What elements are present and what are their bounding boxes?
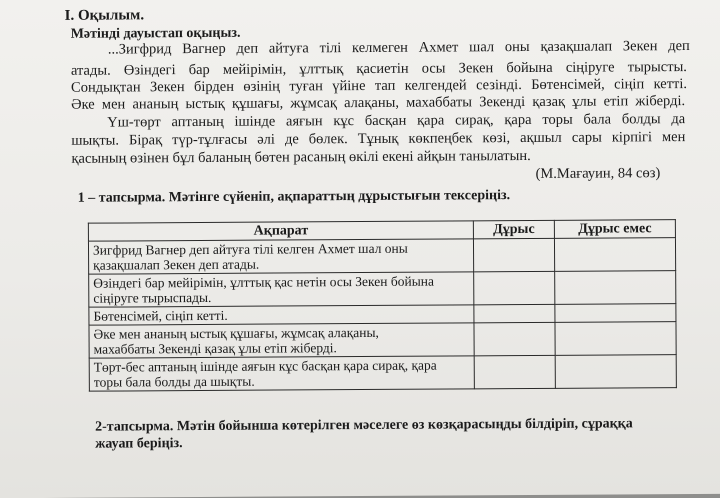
- statement-line: махаббаты Зекенді қазақ ұлы етіп жіберді.: [93, 340, 337, 357]
- statement-cell: [89, 356, 474, 391]
- text-line: Үш-төрт аптаның ішінде аяғын кұс басқан қара сирақ, қара торы бала болды да: [107, 111, 686, 131]
- statement-line: торы бала болды да шықты.: [93, 373, 255, 390]
- text-line: Әке мен ананың ыстық құшағы, жұмсақ алақаны, махаббаты Зекенді қазақ ұлы етіп жіберді.: [71, 93, 686, 113]
- statement-line: сіңіруге тырыспады.: [93, 289, 212, 306]
- true-answer-cell[interactable]: [474, 304, 555, 322]
- table-row: [89, 322, 676, 359]
- false-answer-cell[interactable]: [555, 271, 676, 305]
- text-line: Сондықтан Зекен бірден өзінің туған үйіне тап келгендей сезінді. Бөтенсімей, сіңіп кетті.: [70, 76, 688, 96]
- table-row: [88, 238, 675, 275]
- false-answer-cell[interactable]: [555, 304, 676, 323]
- true-answer-cell[interactable]: [474, 355, 555, 388]
- statement-cell: [89, 272, 474, 307]
- true-false-table: [88, 219, 677, 392]
- statement-line: Өзіндегі бар мейірімін, ұлттық қас нетін осы Зекен бойына: [93, 273, 435, 291]
- statement-cell: [88, 239, 473, 274]
- header-information: Ақпарат: [88, 221, 473, 241]
- task-2-heading-continued: жауап беріңіз.: [95, 436, 183, 452]
- attribution: (М.Мағауин, 84 сөз): [535, 165, 661, 182]
- task-1-heading: 1 – тапсырма. Мәтінге сүйеніп, ақпараттың дұрыстығын тексеріңіз.: [77, 188, 511, 206]
- table-row: [89, 355, 676, 392]
- text-line: шықты. Бірақ түр-тұлғасы әлі де бөлек. Тұнық көкпеңбек көзі, ақшыл сары кірпігі мен: [71, 129, 686, 149]
- task-2-heading: 2-тапсырма. Мәтін бойынша көтерілген мәселеге өз көзқарасыңды білдіріп, сұраққа: [95, 416, 633, 435]
- statement-line: Төрт-бес аптаның ішінде аяғын кұс басқан қара сирақ, қара: [93, 357, 437, 375]
- statement-line: Бөтенсімей, сіңіп кетті.: [93, 307, 228, 324]
- section-title: I. Оқылым.: [64, 7, 145, 24]
- reading-instruction: Мәтінді дауыстап оқыңыз.: [70, 25, 241, 42]
- text-line: қасының өзінен бұл баланың бөтен расаның өкілі екені айқын танылатын.: [71, 147, 531, 167]
- false-answer-cell[interactable]: [555, 355, 676, 389]
- statement-line: қазақшалап Зекен деп атады.: [93, 256, 260, 273]
- statement-line: Зигфрид Вагнер деп айтуға тілі келген Ахмет шал оны: [92, 240, 408, 258]
- text-line: атады. Өзіндегі бар мейірімін, ұлттық қасиетін осы Зекен бойына сіңіруге тырысты.: [70, 59, 687, 79]
- statement-line: Әке мен ананың ыстық құшағы, жұмсақ алақаны,: [93, 324, 379, 342]
- false-answer-cell[interactable]: [555, 322, 676, 356]
- text-line: ...Зигфрид Вагнер деп айтуға тілі келмеген Ахмет шал оны қазақшалап Зекен деп: [107, 38, 690, 58]
- true-answer-cell[interactable]: [474, 322, 555, 355]
- statement-cell: [89, 323, 474, 358]
- header-false: Дұрыс емес: [554, 220, 675, 239]
- statement-cell: [89, 305, 474, 325]
- table-row: [89, 271, 676, 308]
- header-true: Дұрыс: [473, 220, 554, 238]
- true-answer-cell[interactable]: [473, 238, 554, 271]
- false-answer-cell[interactable]: [554, 238, 675, 272]
- true-answer-cell[interactable]: [474, 271, 555, 304]
